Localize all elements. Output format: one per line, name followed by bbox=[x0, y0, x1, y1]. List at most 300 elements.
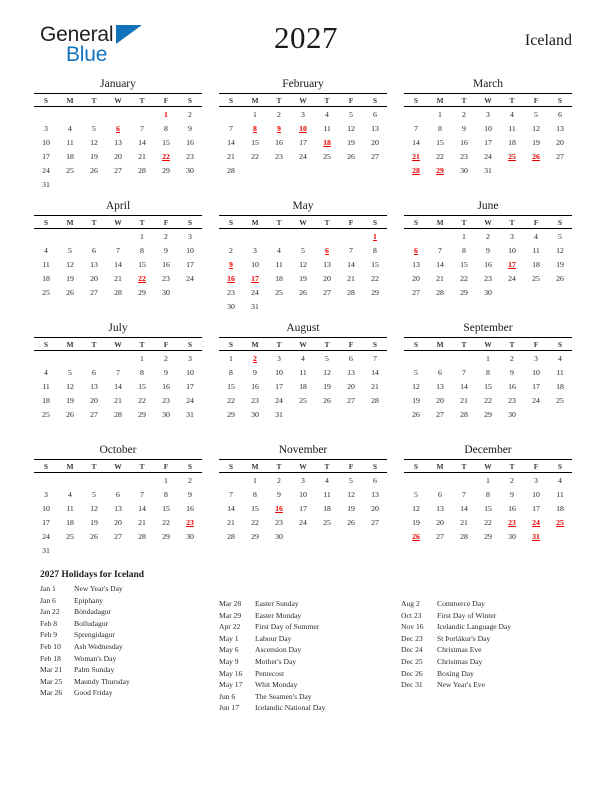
day-cell[interactable]: 5 bbox=[349, 109, 353, 119]
day-cell[interactable]: 25 bbox=[323, 151, 331, 161]
day-cell[interactable]: 30 bbox=[508, 531, 516, 541]
day-cell[interactable]: 25 bbox=[532, 273, 540, 283]
day-cell[interactable]: 13 bbox=[323, 259, 331, 269]
day-cell[interactable]: 24 bbox=[532, 395, 540, 405]
day-cell[interactable]: 31 bbox=[484, 165, 492, 175]
day-cell[interactable]: 27 bbox=[323, 287, 331, 297]
day-cell[interactable]: 13 bbox=[90, 259, 98, 269]
day-cell[interactable]: 16 bbox=[162, 259, 170, 269]
day-cell[interactable]: 15 bbox=[251, 503, 259, 513]
day-cell[interactable]: 5 bbox=[92, 123, 96, 133]
day-cell[interactable]: 10 bbox=[532, 489, 540, 499]
day-cell[interactable]: 24 bbox=[186, 395, 194, 405]
day-cell[interactable]: 24 bbox=[275, 395, 283, 405]
day-cell[interactable]: 3 bbox=[253, 245, 257, 255]
day-cell-holiday[interactable]: 26 bbox=[412, 531, 420, 541]
day-cell[interactable]: 7 bbox=[373, 353, 377, 363]
day-cell-holiday[interactable]: 9 bbox=[229, 259, 233, 269]
day-cell[interactable]: 23 bbox=[484, 273, 492, 283]
day-cell[interactable]: 23 bbox=[508, 395, 516, 405]
day-cell[interactable]: 1 bbox=[164, 475, 168, 485]
day-cell[interactable]: 10 bbox=[42, 503, 50, 513]
day-cell[interactable]: 29 bbox=[162, 165, 170, 175]
day-cell[interactable]: 27 bbox=[556, 151, 564, 161]
day-cell[interactable]: 11 bbox=[42, 259, 50, 269]
day-cell[interactable]: 4 bbox=[277, 245, 281, 255]
day-cell[interactable]: 31 bbox=[42, 179, 50, 189]
day-cell[interactable]: 16 bbox=[460, 137, 468, 147]
day-cell[interactable]: 15 bbox=[371, 259, 379, 269]
day-cell[interactable]: 3 bbox=[510, 231, 514, 241]
day-cell[interactable]: 4 bbox=[301, 353, 305, 363]
day-cell[interactable]: 2 bbox=[277, 475, 281, 485]
day-cell[interactable]: 8 bbox=[229, 367, 233, 377]
day-cell[interactable]: 19 bbox=[90, 517, 98, 527]
day-cell[interactable]: 15 bbox=[436, 137, 444, 147]
day-cell[interactable]: 30 bbox=[460, 165, 468, 175]
day-cell[interactable]: 21 bbox=[138, 151, 146, 161]
day-cell[interactable]: 21 bbox=[436, 273, 444, 283]
day-cell[interactable]: 29 bbox=[484, 409, 492, 419]
day-cell[interactable]: 15 bbox=[227, 381, 235, 391]
day-cell[interactable]: 28 bbox=[347, 287, 355, 297]
day-cell[interactable]: 10 bbox=[186, 367, 194, 377]
day-cell[interactable]: 22 bbox=[484, 395, 492, 405]
day-cell[interactable]: 24 bbox=[251, 287, 259, 297]
day-cell[interactable]: 8 bbox=[253, 489, 257, 499]
day-cell[interactable]: 11 bbox=[42, 381, 50, 391]
day-cell[interactable]: 18 bbox=[275, 273, 283, 283]
day-cell[interactable]: 20 bbox=[371, 503, 379, 513]
day-cell[interactable]: 26 bbox=[90, 531, 98, 541]
day-cell[interactable]: 17 bbox=[299, 503, 307, 513]
day-cell[interactable]: 21 bbox=[371, 381, 379, 391]
day-cell[interactable]: 19 bbox=[532, 137, 540, 147]
day-cell[interactable]: 7 bbox=[140, 489, 144, 499]
day-cell[interactable]: 30 bbox=[186, 531, 194, 541]
day-cell-holiday[interactable]: 1 bbox=[164, 109, 168, 119]
day-cell[interactable]: 5 bbox=[414, 367, 418, 377]
day-cell[interactable]: 13 bbox=[556, 123, 564, 133]
day-cell[interactable]: 8 bbox=[486, 367, 490, 377]
day-cell[interactable]: 18 bbox=[66, 151, 74, 161]
day-cell[interactable]: 9 bbox=[253, 367, 257, 377]
day-cell[interactable]: 17 bbox=[275, 381, 283, 391]
day-cell[interactable]: 28 bbox=[460, 409, 468, 419]
day-cell-holiday[interactable]: 24 bbox=[532, 517, 540, 527]
day-cell[interactable]: 29 bbox=[251, 531, 259, 541]
day-cell[interactable]: 11 bbox=[556, 489, 564, 499]
day-cell[interactable]: 14 bbox=[460, 503, 468, 513]
day-cell[interactable]: 2 bbox=[486, 231, 490, 241]
day-cell[interactable]: 17 bbox=[42, 517, 50, 527]
day-cell[interactable]: 24 bbox=[484, 151, 492, 161]
day-cell[interactable]: 22 bbox=[460, 273, 468, 283]
day-cell[interactable]: 11 bbox=[323, 489, 331, 499]
day-cell[interactable]: 17 bbox=[186, 381, 194, 391]
day-cell[interactable]: 28 bbox=[138, 531, 146, 541]
day-cell[interactable]: 18 bbox=[42, 395, 50, 405]
day-cell[interactable]: 2 bbox=[229, 245, 233, 255]
day-cell[interactable]: 20 bbox=[114, 517, 122, 527]
day-cell[interactable]: 19 bbox=[299, 273, 307, 283]
day-cell-holiday[interactable]: 31 bbox=[532, 531, 540, 541]
day-cell[interactable]: 19 bbox=[347, 503, 355, 513]
day-cell[interactable]: 23 bbox=[251, 395, 259, 405]
day-cell-holiday[interactable]: 21 bbox=[412, 151, 420, 161]
day-cell[interactable]: 10 bbox=[299, 489, 307, 499]
day-cell[interactable]: 25 bbox=[275, 287, 283, 297]
day-cell[interactable]: 8 bbox=[373, 245, 377, 255]
day-cell[interactable]: 14 bbox=[412, 137, 420, 147]
day-cell[interactable]: 4 bbox=[534, 231, 538, 241]
day-cell[interactable]: 25 bbox=[42, 287, 50, 297]
day-cell[interactable]: 26 bbox=[347, 151, 355, 161]
day-cell[interactable]: 12 bbox=[347, 489, 355, 499]
day-cell[interactable]: 7 bbox=[116, 367, 120, 377]
day-cell[interactable]: 10 bbox=[275, 367, 283, 377]
day-cell[interactable]: 6 bbox=[438, 489, 442, 499]
day-cell[interactable]: 26 bbox=[323, 395, 331, 405]
day-cell[interactable]: 20 bbox=[90, 395, 98, 405]
day-cell-holiday[interactable]: 22 bbox=[162, 151, 170, 161]
day-cell[interactable]: 30 bbox=[162, 409, 170, 419]
day-cell[interactable]: 16 bbox=[251, 381, 259, 391]
day-cell[interactable]: 31 bbox=[251, 301, 259, 311]
day-cell[interactable]: 14 bbox=[138, 137, 146, 147]
day-cell[interactable]: 17 bbox=[299, 137, 307, 147]
day-cell[interactable]: 18 bbox=[556, 381, 564, 391]
day-cell[interactable]: 5 bbox=[68, 367, 72, 377]
day-cell-holiday[interactable]: 6 bbox=[414, 245, 418, 255]
day-cell[interactable]: 3 bbox=[277, 353, 281, 363]
day-cell[interactable]: 5 bbox=[414, 489, 418, 499]
day-cell[interactable]: 21 bbox=[460, 517, 468, 527]
day-cell-holiday[interactable]: 16 bbox=[227, 273, 235, 283]
day-cell[interactable]: 14 bbox=[371, 367, 379, 377]
day-cell[interactable]: 20 bbox=[371, 137, 379, 147]
day-cell[interactable]: 27 bbox=[114, 531, 122, 541]
day-cell[interactable]: 12 bbox=[66, 259, 74, 269]
day-cell[interactable]: 8 bbox=[438, 123, 442, 133]
day-cell[interactable]: 3 bbox=[44, 123, 48, 133]
day-cell[interactable]: 26 bbox=[66, 409, 74, 419]
day-cell[interactable]: 9 bbox=[188, 489, 192, 499]
day-cell[interactable]: 28 bbox=[436, 287, 444, 297]
day-cell[interactable]: 29 bbox=[484, 531, 492, 541]
day-cell[interactable]: 1 bbox=[462, 231, 466, 241]
day-cell[interactable]: 23 bbox=[162, 273, 170, 283]
day-cell[interactable]: 14 bbox=[227, 137, 235, 147]
day-cell[interactable]: 22 bbox=[251, 151, 259, 161]
day-cell[interactable]: 1 bbox=[229, 353, 233, 363]
day-cell[interactable]: 20 bbox=[347, 381, 355, 391]
day-cell[interactable]: 12 bbox=[299, 259, 307, 269]
day-cell-holiday[interactable]: 8 bbox=[253, 123, 257, 133]
day-cell[interactable]: 17 bbox=[532, 503, 540, 513]
day-cell[interactable]: 1 bbox=[486, 475, 490, 485]
day-cell-holiday[interactable]: 29 bbox=[436, 165, 444, 175]
day-cell[interactable]: 4 bbox=[325, 475, 329, 485]
day-cell[interactable]: 18 bbox=[299, 381, 307, 391]
day-cell[interactable]: 16 bbox=[508, 503, 516, 513]
day-cell[interactable]: 21 bbox=[460, 395, 468, 405]
day-cell[interactable]: 24 bbox=[186, 273, 194, 283]
day-cell[interactable]: 9 bbox=[462, 123, 466, 133]
day-cell[interactable]: 20 bbox=[436, 395, 444, 405]
day-cell[interactable]: 26 bbox=[412, 409, 420, 419]
day-cell[interactable]: 27 bbox=[90, 409, 98, 419]
day-cell[interactable]: 31 bbox=[275, 409, 283, 419]
day-cell[interactable]: 24 bbox=[42, 531, 50, 541]
day-cell[interactable]: 14 bbox=[347, 259, 355, 269]
day-cell-holiday[interactable]: 2 bbox=[253, 353, 257, 363]
day-cell[interactable]: 20 bbox=[436, 517, 444, 527]
day-cell[interactable]: 17 bbox=[186, 259, 194, 269]
day-cell[interactable]: 5 bbox=[558, 231, 562, 241]
day-cell[interactable]: 28 bbox=[227, 165, 235, 175]
day-cell[interactable]: 19 bbox=[323, 381, 331, 391]
day-cell[interactable]: 16 bbox=[484, 259, 492, 269]
day-cell[interactable]: 30 bbox=[227, 301, 235, 311]
day-cell[interactable]: 31 bbox=[186, 409, 194, 419]
day-cell-holiday[interactable]: 26 bbox=[532, 151, 540, 161]
day-cell[interactable]: 1 bbox=[253, 475, 257, 485]
day-cell[interactable]: 20 bbox=[114, 151, 122, 161]
day-cell[interactable]: 15 bbox=[251, 137, 259, 147]
day-cell[interactable]: 2 bbox=[462, 109, 466, 119]
day-cell[interactable]: 8 bbox=[486, 489, 490, 499]
day-cell[interactable]: 22 bbox=[227, 395, 235, 405]
day-cell[interactable]: 27 bbox=[90, 287, 98, 297]
day-cell[interactable]: 29 bbox=[460, 287, 468, 297]
day-cell[interactable]: 3 bbox=[301, 475, 305, 485]
day-cell[interactable]: 9 bbox=[277, 489, 281, 499]
day-cell[interactable]: 3 bbox=[44, 489, 48, 499]
day-cell[interactable]: 23 bbox=[275, 151, 283, 161]
day-cell[interactable]: 16 bbox=[275, 137, 283, 147]
day-cell[interactable]: 2 bbox=[510, 353, 514, 363]
day-cell[interactable]: 30 bbox=[162, 287, 170, 297]
day-cell[interactable]: 22 bbox=[138, 395, 146, 405]
day-cell[interactable]: 28 bbox=[460, 531, 468, 541]
day-cell[interactable]: 4 bbox=[558, 353, 562, 363]
day-cell[interactable]: 18 bbox=[323, 503, 331, 513]
day-cell[interactable]: 12 bbox=[323, 367, 331, 377]
day-cell[interactable]: 27 bbox=[436, 531, 444, 541]
day-cell[interactable]: 21 bbox=[347, 273, 355, 283]
day-cell[interactable]: 6 bbox=[349, 353, 353, 363]
day-cell[interactable]: 21 bbox=[138, 517, 146, 527]
day-cell[interactable]: 18 bbox=[66, 517, 74, 527]
day-cell[interactable]: 4 bbox=[510, 109, 514, 119]
day-cell[interactable]: 6 bbox=[558, 109, 562, 119]
day-cell[interactable]: 18 bbox=[556, 503, 564, 513]
day-cell[interactable]: 13 bbox=[347, 367, 355, 377]
day-cell[interactable]: 17 bbox=[42, 151, 50, 161]
day-cell[interactable]: 21 bbox=[114, 273, 122, 283]
day-cell[interactable]: 19 bbox=[347, 137, 355, 147]
day-cell[interactable]: 11 bbox=[508, 123, 516, 133]
day-cell[interactable]: 7 bbox=[229, 123, 233, 133]
day-cell[interactable]: 16 bbox=[186, 137, 194, 147]
day-cell[interactable]: 8 bbox=[140, 367, 144, 377]
day-cell[interactable]: 3 bbox=[486, 109, 490, 119]
day-cell[interactable]: 4 bbox=[68, 123, 72, 133]
day-cell-holiday[interactable]: 6 bbox=[325, 245, 329, 255]
day-cell[interactable]: 9 bbox=[188, 123, 192, 133]
day-cell[interactable]: 9 bbox=[486, 245, 490, 255]
day-cell[interactable]: 7 bbox=[349, 245, 353, 255]
day-cell[interactable]: 22 bbox=[251, 517, 259, 527]
day-cell[interactable]: 17 bbox=[532, 381, 540, 391]
day-cell[interactable]: 6 bbox=[116, 489, 120, 499]
day-cell[interactable]: 28 bbox=[114, 287, 122, 297]
day-cell[interactable]: 24 bbox=[42, 165, 50, 175]
day-cell[interactable]: 7 bbox=[438, 245, 442, 255]
day-cell[interactable]: 2 bbox=[188, 475, 192, 485]
day-cell[interactable]: 15 bbox=[484, 503, 492, 513]
day-cell[interactable]: 1 bbox=[486, 353, 490, 363]
day-cell[interactable]: 30 bbox=[251, 409, 259, 419]
day-cell[interactable]: 4 bbox=[325, 109, 329, 119]
day-cell[interactable]: 15 bbox=[138, 259, 146, 269]
day-cell[interactable]: 8 bbox=[462, 245, 466, 255]
day-cell[interactable]: 27 bbox=[114, 165, 122, 175]
day-cell[interactable]: 2 bbox=[277, 109, 281, 119]
day-cell[interactable]: 12 bbox=[412, 503, 420, 513]
day-cell-holiday[interactable]: 23 bbox=[186, 517, 194, 527]
day-cell[interactable]: 24 bbox=[299, 517, 307, 527]
day-cell[interactable]: 20 bbox=[556, 137, 564, 147]
day-cell[interactable]: 12 bbox=[412, 381, 420, 391]
day-cell[interactable]: 11 bbox=[275, 259, 283, 269]
day-cell[interactable]: 2 bbox=[164, 231, 168, 241]
day-cell[interactable]: 22 bbox=[436, 151, 444, 161]
day-cell[interactable]: 23 bbox=[186, 151, 194, 161]
day-cell[interactable]: 10 bbox=[532, 367, 540, 377]
day-cell[interactable]: 29 bbox=[138, 409, 146, 419]
day-cell[interactable]: 23 bbox=[162, 395, 170, 405]
day-cell[interactable]: 7 bbox=[229, 489, 233, 499]
day-cell-holiday[interactable]: 10 bbox=[299, 123, 307, 133]
day-cell[interactable]: 29 bbox=[162, 531, 170, 541]
day-cell[interactable]: 14 bbox=[436, 259, 444, 269]
day-cell[interactable]: 3 bbox=[534, 353, 538, 363]
day-cell[interactable]: 21 bbox=[227, 151, 235, 161]
day-cell[interactable]: 6 bbox=[92, 367, 96, 377]
day-cell[interactable]: 22 bbox=[371, 273, 379, 283]
day-cell[interactable]: 28 bbox=[114, 409, 122, 419]
day-cell[interactable]: 20 bbox=[323, 273, 331, 283]
day-cell[interactable]: 13 bbox=[90, 381, 98, 391]
day-cell[interactable]: 1 bbox=[140, 231, 144, 241]
day-cell[interactable]: 23 bbox=[275, 517, 283, 527]
day-cell[interactable]: 30 bbox=[484, 287, 492, 297]
day-cell[interactable]: 4 bbox=[44, 245, 48, 255]
day-cell[interactable]: 3 bbox=[534, 475, 538, 485]
day-cell[interactable]: 29 bbox=[371, 287, 379, 297]
day-cell[interactable]: 25 bbox=[42, 409, 50, 419]
day-cell-holiday[interactable]: 1 bbox=[373, 231, 377, 241]
day-cell[interactable]: 7 bbox=[414, 123, 418, 133]
day-cell[interactable]: 29 bbox=[138, 287, 146, 297]
day-cell[interactable]: 19 bbox=[90, 151, 98, 161]
day-cell[interactable]: 27 bbox=[412, 287, 420, 297]
day-cell[interactable]: 12 bbox=[66, 381, 74, 391]
day-cell[interactable]: 15 bbox=[162, 137, 170, 147]
day-cell[interactable]: 24 bbox=[299, 151, 307, 161]
day-cell[interactable]: 27 bbox=[371, 517, 379, 527]
day-cell[interactable]: 4 bbox=[68, 489, 72, 499]
day-cell[interactable]: 15 bbox=[484, 381, 492, 391]
day-cell[interactable]: 3 bbox=[188, 231, 192, 241]
day-cell[interactable]: 19 bbox=[66, 273, 74, 283]
day-cell-holiday[interactable]: 9 bbox=[277, 123, 281, 133]
day-cell[interactable]: 30 bbox=[186, 165, 194, 175]
day-cell[interactable]: 12 bbox=[556, 245, 564, 255]
day-cell[interactable]: 9 bbox=[164, 367, 168, 377]
day-cell[interactable]: 13 bbox=[114, 137, 122, 147]
day-cell[interactable]: 15 bbox=[460, 259, 468, 269]
day-cell[interactable]: 30 bbox=[275, 531, 283, 541]
day-cell[interactable]: 20 bbox=[412, 273, 420, 283]
day-cell[interactable]: 6 bbox=[438, 367, 442, 377]
day-cell[interactable]: 25 bbox=[299, 395, 307, 405]
day-cell[interactable]: 8 bbox=[164, 123, 168, 133]
day-cell[interactable]: 10 bbox=[508, 245, 516, 255]
day-cell-holiday[interactable]: 6 bbox=[116, 123, 120, 133]
day-cell[interactable]: 7 bbox=[140, 123, 144, 133]
day-cell[interactable]: 22 bbox=[484, 517, 492, 527]
day-cell[interactable]: 12 bbox=[90, 503, 98, 513]
day-cell[interactable]: 27 bbox=[371, 151, 379, 161]
day-cell[interactable]: 24 bbox=[508, 273, 516, 283]
day-cell[interactable]: 30 bbox=[508, 409, 516, 419]
day-cell[interactable]: 18 bbox=[42, 273, 50, 283]
day-cell[interactable]: 11 bbox=[556, 367, 564, 377]
day-cell[interactable]: 14 bbox=[114, 381, 122, 391]
day-cell[interactable]: 28 bbox=[138, 165, 146, 175]
day-cell[interactable]: 26 bbox=[299, 287, 307, 297]
day-cell[interactable]: 9 bbox=[510, 489, 514, 499]
day-cell[interactable]: 13 bbox=[114, 503, 122, 513]
day-cell[interactable]: 10 bbox=[42, 137, 50, 147]
day-cell-holiday[interactable]: 22 bbox=[138, 273, 146, 283]
day-cell[interactable]: 13 bbox=[436, 381, 444, 391]
day-cell[interactable]: 10 bbox=[484, 123, 492, 133]
day-cell[interactable]: 27 bbox=[436, 409, 444, 419]
day-cell[interactable]: 12 bbox=[347, 123, 355, 133]
day-cell[interactable]: 25 bbox=[66, 165, 74, 175]
day-cell[interactable]: 1 bbox=[253, 109, 257, 119]
day-cell[interactable]: 9 bbox=[164, 245, 168, 255]
day-cell[interactable]: 28 bbox=[371, 395, 379, 405]
day-cell[interactable]: 9 bbox=[510, 367, 514, 377]
day-cell[interactable]: 10 bbox=[186, 245, 194, 255]
day-cell[interactable]: 6 bbox=[92, 245, 96, 255]
day-cell[interactable]: 5 bbox=[325, 353, 329, 363]
day-cell[interactable]: 3 bbox=[188, 353, 192, 363]
day-cell[interactable]: 16 bbox=[162, 381, 170, 391]
day-cell[interactable]: 7 bbox=[116, 245, 120, 255]
day-cell[interactable]: 13 bbox=[371, 123, 379, 133]
day-cell[interactable]: 7 bbox=[462, 367, 466, 377]
day-cell[interactable]: 5 bbox=[534, 109, 538, 119]
day-cell[interactable]: 13 bbox=[436, 503, 444, 513]
day-cell[interactable]: 15 bbox=[138, 381, 146, 391]
day-cell[interactable]: 25 bbox=[323, 517, 331, 527]
